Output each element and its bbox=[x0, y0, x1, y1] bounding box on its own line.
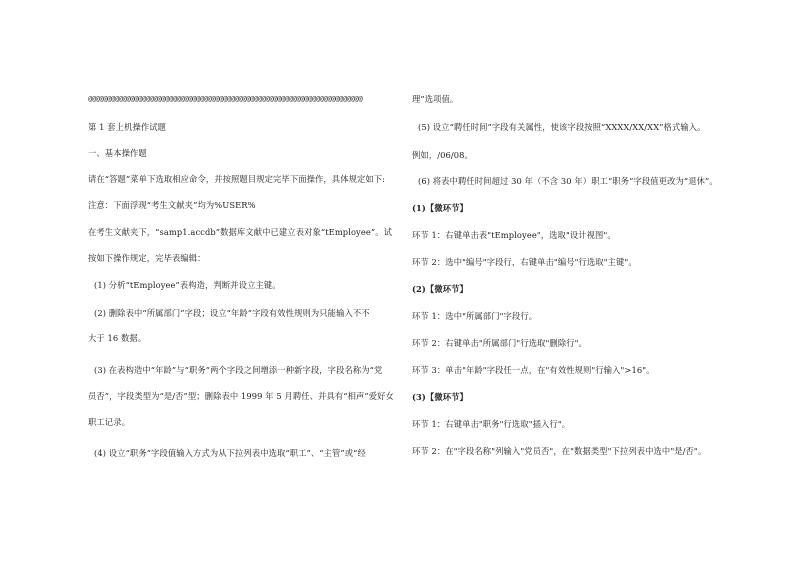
micro-steps-heading-1: (1)【微环节】 bbox=[412, 203, 468, 213]
note-text: 注意：下面浮现“考生文献夹”均为%USER% bbox=[88, 200, 256, 210]
step-line: 环节 3：单击"年龄"字段任一点，在"有效性规则"行输入">16"。 bbox=[412, 365, 655, 375]
step-line: 环节 1：右键单击"职务"行选取"插入行"。 bbox=[412, 419, 571, 429]
example-text: 例如，/06/08。 bbox=[412, 150, 473, 160]
task-item-3: (3) 在表构造中“年龄”与“职务”两个字段之间增添一种新字段，字段名称为“党 bbox=[94, 365, 383, 375]
task-item-5: (5) 设立“聘任时间”字段有关属性，使该字段按照“XXXX/XX/XX”格式输入。 bbox=[418, 122, 706, 132]
step-line: 环节 2：在"字段名称"列输入"党员否"，在"数据类型"下拉列表中选中"是/否"。 bbox=[412, 446, 707, 456]
task-item-6: (6) 将表中聘任时间超过 30 年（不含 30 年）职工“职务”字段值更改为“退休”。 bbox=[418, 176, 718, 186]
test-set-title: 第 1 套上机操作试题 bbox=[88, 122, 167, 132]
task-item-1: (1) 分析“tEmployee”表构造，判断并设立主键。 bbox=[94, 280, 281, 290]
task-item-4: (4) 设立“职务”字段值输入方式为从下拉列表中选取“职工”、“主管”或“经 bbox=[94, 448, 366, 458]
task-item-2-cont: 大于 16 数据。 bbox=[88, 333, 147, 343]
paragraph-line: 按如下操作规定，完毕表编辑： bbox=[88, 253, 206, 263]
section-heading: 一、基本操作题 bbox=[88, 148, 147, 158]
paragraph-line: 在考生文献夹下，“samp1.accdb”数据库文献中已建立表对象“tEmployee”。试 bbox=[88, 227, 392, 237]
step-line: 环节 2：右键单击"所属部门"行选取"删除行"。 bbox=[412, 338, 587, 348]
micro-steps-heading-3: (3)【微环节】 bbox=[412, 392, 468, 402]
task-item-3-cont: 职工记录。 bbox=[88, 417, 130, 427]
header-rule: @@@@@@@@@@@@@@@@@@@@@@@@@@@@@@@@@@@@@@@@@@@@@@@@@@@@@@@@@@@@@@@@@@@@@@@ bbox=[88, 95, 363, 103]
micro-steps-heading-2: (2)【微环节】 bbox=[412, 284, 468, 294]
step-line: 环节 1：选中"所属部门"字段行。 bbox=[412, 311, 538, 321]
task-item-2: (2) 删除表中“所属部门”字段；设立“年龄”字段有效性规则为只能输入不不 bbox=[94, 308, 370, 318]
task-item-3-cont: 员否”，字段类型为“是/否”型；删除表中 1999 年 5 月聘任、并具有“相声”爱好女 bbox=[88, 391, 394, 401]
step-line: 环节 1：右键单击表"tEmployee"，选取"设计视图"。 bbox=[412, 230, 616, 240]
instruction-text: 请在“答题”菜单下选取相应命令，并按照题目规定完毕下面操作，具体规定如下: bbox=[88, 174, 386, 184]
task-item-4-cont: 理”选项值。 bbox=[412, 94, 459, 104]
step-line: 环节 2：选中"编号"字段行，右键单击"编号"行选取"主键"。 bbox=[412, 257, 637, 267]
